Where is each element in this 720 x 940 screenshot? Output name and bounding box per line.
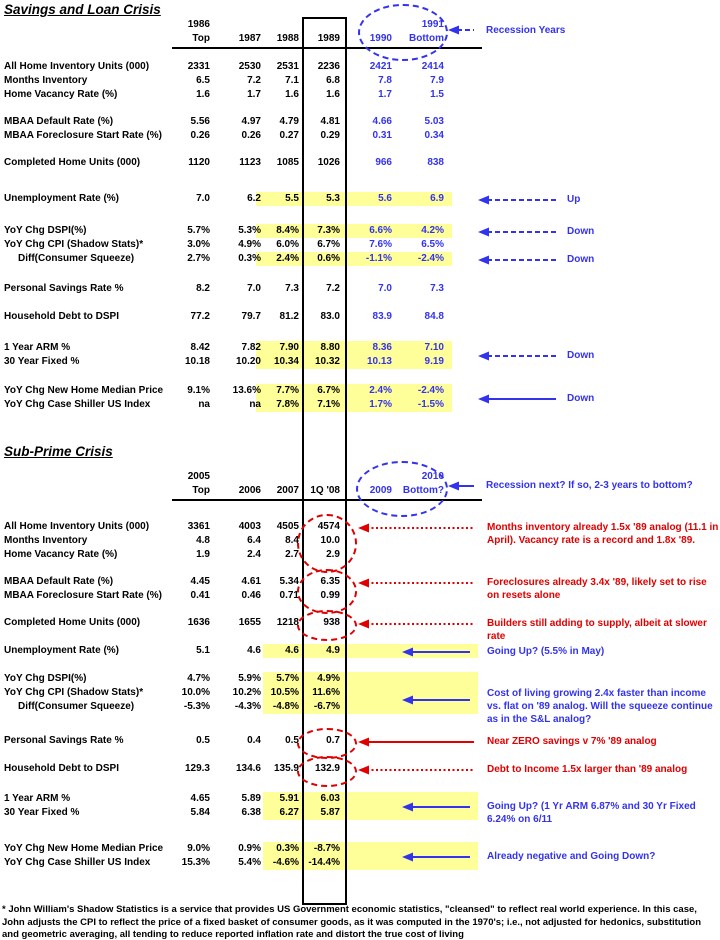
cell-value: 8.4 xyxy=(285,535,299,546)
cell-value: 1.7 xyxy=(247,89,261,100)
annotation-text: Down xyxy=(567,254,595,265)
cell-value: 2331 xyxy=(187,61,210,72)
cell-value: -8.7% xyxy=(313,843,340,854)
cell-value: 6.03 xyxy=(320,793,340,804)
cell-value: 4.9% xyxy=(317,673,340,684)
cell-value: 81.2 xyxy=(279,311,299,322)
recession-note: Recession next? If so, 2-3 years to bottom? xyxy=(486,480,693,491)
annotation-text: Foreclosures already 3.4x '89, likely set to rise on resets alone xyxy=(487,577,707,601)
recession-arrow xyxy=(448,480,474,492)
column-header: Bottom xyxy=(409,33,444,44)
row-label: Diff(Consumer Squeeze) xyxy=(18,701,135,712)
row-label: Personal Savings Rate % xyxy=(4,735,124,746)
cell-value: 10.5% xyxy=(270,687,299,698)
cell-value: 9.19 xyxy=(424,356,444,367)
annotation-text: Debt to Income 1.5x larger than '89 analog xyxy=(487,764,688,775)
cell-value: 3361 xyxy=(187,521,210,532)
annotation-text: Down xyxy=(567,226,595,237)
cell-value: 5.9% xyxy=(238,673,261,684)
column-header: 2009 xyxy=(369,485,392,496)
cell-value: 0.46 xyxy=(241,590,261,601)
cell-value: 84.8 xyxy=(424,311,444,322)
column-header: 1988 xyxy=(276,33,299,44)
cell-value: 0.5 xyxy=(196,735,210,746)
cell-value: 5.6 xyxy=(378,193,392,204)
recession-note: Recession Years xyxy=(486,25,566,36)
cell-value: 5.4% xyxy=(238,857,261,868)
cell-value: 1.9 xyxy=(196,549,210,560)
cell-value: 4.45 xyxy=(190,576,210,587)
circle-annotation xyxy=(297,756,357,787)
cell-value: 2236 xyxy=(317,61,340,72)
footnote: * John William's Shadow Statistics is a service that provides US Government economic statistics, "cleansed" to reflect real world experience. In this case, John adjusts the CPI to reflect the price of a fixed basket of consumer goods, as it was computed in the 1970's; i.e., not adjusted for hedonics, substitution and geometric averaging, all tending to reduce reported inflation rate and distort the true cost of living xyxy=(2,904,702,940)
cell-value: 2421 xyxy=(369,61,392,72)
cell-value: 966 xyxy=(375,157,392,168)
annotation-text: Cost of living growing 2.4x faster than income vs. flat on '89 analog. Will the squeeze continue as in the S&L analog? xyxy=(487,688,713,725)
cell-value: 4.66 xyxy=(372,116,392,127)
cell-value: 1085 xyxy=(276,157,299,168)
cell-value: 4.9 xyxy=(326,645,340,656)
cell-value: 10.0 xyxy=(320,535,340,546)
cell-value: 7.0 xyxy=(247,283,261,294)
column-header: 2010 xyxy=(421,471,444,482)
cell-value: 0.34 xyxy=(424,130,444,141)
cell-value: 7.8% xyxy=(276,399,299,410)
annotation-text: Up xyxy=(567,194,581,205)
cell-value: 4.6 xyxy=(285,645,299,656)
row-label: YoY Chg CPI (Shadow Stats)* xyxy=(4,687,144,698)
cell-value: 2.9 xyxy=(326,549,340,560)
cell-value: 135.9 xyxy=(273,763,299,774)
cell-value: 6.0% xyxy=(276,239,299,250)
cell-value: 2.4 xyxy=(247,549,261,560)
cell-value: 8.2 xyxy=(196,283,210,294)
row-label: Personal Savings Rate % xyxy=(4,283,124,294)
cell-value: 79.7 xyxy=(241,311,261,322)
annotation-text: Builders still adding to supply, albeit at slower rate xyxy=(487,618,707,642)
cell-value: 0.26 xyxy=(190,130,210,141)
cell-value: 7.6% xyxy=(369,239,392,250)
circle-annotation xyxy=(297,514,357,573)
cell-value: 7.2 xyxy=(326,283,340,294)
cell-value: 5.7% xyxy=(276,673,299,684)
column-header: 2005 xyxy=(187,471,210,482)
cell-value: 2.4% xyxy=(276,253,299,264)
cell-value: 5.3% xyxy=(238,225,261,236)
cell-value: 4003 xyxy=(238,521,261,532)
cell-value: -1.5% xyxy=(417,399,444,410)
cell-value: 938 xyxy=(323,617,340,628)
cell-value: 5.89 xyxy=(241,793,261,804)
row-label: Months Inventory xyxy=(4,75,88,86)
annotation-arrow xyxy=(358,577,474,589)
cell-value: 2.4% xyxy=(369,385,392,396)
row-label: 30 Year Fixed % xyxy=(4,356,80,367)
cell-value: 129.3 xyxy=(184,763,210,774)
cell-value: 4.8 xyxy=(196,535,210,546)
cell-value: 0.6% xyxy=(317,253,340,264)
row-label: Household Debt to DSPI xyxy=(4,763,119,774)
circle-annotation xyxy=(297,610,357,641)
cell-value: 10.34 xyxy=(273,356,299,367)
annotation-text: Going Up? (1 Yr ARM 6.87% and 30 Yr Fixed 6.24% on 6/11 xyxy=(487,801,696,825)
cell-value: 8.4% xyxy=(276,225,299,236)
cell-value: 4.7% xyxy=(187,673,210,684)
cell-value: 134.6 xyxy=(235,763,261,774)
cell-value: 0.26 xyxy=(241,130,261,141)
column-header: 1991 xyxy=(421,19,444,30)
cell-value: -4.3% xyxy=(234,701,261,712)
cell-value: 5.03 xyxy=(424,116,444,127)
cell-value: -6.7% xyxy=(313,701,340,712)
annotation-arrow xyxy=(478,226,556,238)
cell-value: 4.2% xyxy=(421,225,444,236)
cell-value: -1.1% xyxy=(365,253,392,264)
cell-value: 5.34 xyxy=(279,576,299,587)
cell-value: 10.2% xyxy=(232,687,261,698)
cell-value: 4.9% xyxy=(238,239,261,250)
row-label: YoY Chg New Home Median Price xyxy=(4,385,164,396)
cell-value: 0.71 xyxy=(279,590,299,601)
row-label: Unemployment Rate (%) xyxy=(4,193,120,204)
cell-value: 10.32 xyxy=(314,356,340,367)
row-label: YoY Chg Case Shiller US Index xyxy=(4,399,151,410)
recession-ellipse xyxy=(356,461,448,517)
cell-value: 1026 xyxy=(317,157,340,168)
row-label: MBAA Default Rate (%) xyxy=(4,116,114,127)
column-header: 1Q '08 xyxy=(310,485,340,496)
row-label: All Home Inventory Units (000) xyxy=(4,521,150,532)
cell-value: 15.3% xyxy=(181,857,210,868)
cell-value: 0.29 xyxy=(320,130,340,141)
row-label: Completed Home Units (000) xyxy=(4,157,141,168)
cell-value: 5.84 xyxy=(190,807,210,818)
cell-value: 6.7% xyxy=(317,239,340,250)
column-header: 1989 xyxy=(317,33,340,44)
cell-value: 1218 xyxy=(276,617,299,628)
cell-value: -4.8% xyxy=(272,701,299,712)
cell-value: 0.31 xyxy=(372,130,392,141)
cell-value: 8.80 xyxy=(320,342,340,353)
row-label: Completed Home Units (000) xyxy=(4,617,141,628)
annotation-arrow xyxy=(358,736,474,748)
annotation-arrow xyxy=(358,522,474,534)
row-label: Unemployment Rate (%) xyxy=(4,645,120,656)
annotation-text: Down xyxy=(567,393,595,404)
section-title: Savings and Loan Crisis xyxy=(4,2,161,17)
cell-value: 0.3% xyxy=(238,253,261,264)
row-label: YoY Chg New Home Median Price xyxy=(4,843,164,854)
cell-value: 7.7% xyxy=(276,385,299,396)
cell-value: na xyxy=(198,399,210,410)
cell-value: 6.38 xyxy=(241,807,261,818)
cell-value: 6.8 xyxy=(326,75,340,86)
cell-value: 4.79 xyxy=(279,116,299,127)
cell-value: 7.1% xyxy=(317,399,340,410)
cell-value: 6.35 xyxy=(320,576,340,587)
cell-value: 2.7% xyxy=(187,253,210,264)
cell-value: 2.7 xyxy=(285,549,299,560)
cell-value: 0.41 xyxy=(190,590,210,601)
cell-value: 6.6% xyxy=(369,225,392,236)
cell-value: 5.56 xyxy=(190,116,210,127)
cell-value: 4.61 xyxy=(241,576,261,587)
cell-value: 0.7 xyxy=(326,735,340,746)
cell-value: 4.97 xyxy=(241,116,261,127)
cell-value: 7.3% xyxy=(317,225,340,236)
cell-value: 7.0 xyxy=(378,283,392,294)
cell-value: 1120 xyxy=(188,157,210,168)
annotation-arrow xyxy=(478,194,556,206)
cell-value: 9.1% xyxy=(187,385,210,396)
cell-value: 10.0% xyxy=(181,687,210,698)
cell-value: 1.7% xyxy=(369,399,392,410)
cell-value: 4505 xyxy=(276,521,299,532)
recession-ellipse xyxy=(358,4,448,61)
cell-value: 7.9 xyxy=(430,75,444,86)
cell-value: 2414 xyxy=(421,61,444,72)
cell-value: 10.18 xyxy=(184,356,210,367)
annotation-text: Near ZERO savings v 7% '89 analog xyxy=(487,736,657,747)
annotation-text: Months inventory already 1.5x '89 analog (11.1 in April). Vacancy rate is a record and 1.8x '89. xyxy=(487,522,719,546)
row-label: 1 Year ARM % xyxy=(4,342,71,353)
column-header: 2007 xyxy=(276,485,299,496)
cell-value: 0.27 xyxy=(279,130,299,141)
cell-value: 4.6 xyxy=(247,645,261,656)
cell-value: 83.9 xyxy=(372,311,392,322)
cell-value: 5.5 xyxy=(285,193,299,204)
cell-value: 1.6 xyxy=(285,89,299,100)
cell-value: 1123 xyxy=(239,157,261,168)
cell-value: 1.5 xyxy=(430,89,444,100)
row-label: YoY Chg DSPI(%) xyxy=(4,673,87,684)
cell-value: 0.5 xyxy=(285,735,299,746)
cell-value: 83.0 xyxy=(320,311,340,322)
cell-value: 2531 xyxy=(276,61,299,72)
recession-arrow xyxy=(448,24,474,36)
row-label: Household Debt to DSPI xyxy=(4,311,119,322)
cell-value: 1.6 xyxy=(326,89,340,100)
cell-value: 5.1 xyxy=(196,645,210,656)
cell-value: na xyxy=(249,399,261,410)
cell-value: 0.99 xyxy=(320,590,340,601)
cell-value: 7.2 xyxy=(247,75,261,86)
cell-value: 6.27 xyxy=(279,807,299,818)
column-header: 2006 xyxy=(238,485,261,496)
column-header: 1990 xyxy=(369,33,392,44)
cell-value: 13.6% xyxy=(232,385,261,396)
cell-value: 6.7% xyxy=(317,385,340,396)
cell-value: -4.6% xyxy=(272,857,299,868)
cell-value: 6.5% xyxy=(421,239,444,250)
row-label: YoY Chg Case Shiller US Index xyxy=(4,857,151,868)
row-label: MBAA Default Rate (%) xyxy=(4,576,114,587)
section-title: Sub-Prime Crisis xyxy=(4,444,113,459)
annotation-arrow xyxy=(358,764,474,776)
cell-value: 10.20 xyxy=(235,356,261,367)
cell-value: 77.2 xyxy=(190,311,210,322)
column-header: Bottom? xyxy=(402,485,444,496)
row-label: YoY Chg CPI (Shadow Stats)* xyxy=(4,239,144,250)
cell-value: 3.0% xyxy=(187,239,210,250)
column-header: Top xyxy=(192,485,210,496)
cell-value: 8.42 xyxy=(190,342,210,353)
cell-value: 6.5 xyxy=(196,75,210,86)
annotation-text: Down xyxy=(567,350,595,361)
row-label: All Home Inventory Units (000) xyxy=(4,61,150,72)
column-header: 1987 xyxy=(238,33,261,44)
annotation-text: Going Up? (5.5% in May) xyxy=(487,646,605,657)
cell-value: -14.4% xyxy=(308,857,340,868)
cell-value: 5.87 xyxy=(320,807,340,818)
cell-value: 6.2 xyxy=(247,193,261,204)
cell-value: 11.6% xyxy=(312,687,340,698)
cell-value: -5.3% xyxy=(183,701,210,712)
cell-value: 7.82 xyxy=(241,342,261,353)
cell-value: 6.4 xyxy=(247,535,261,546)
row-label: Home Vacancy Rate (%) xyxy=(4,89,118,100)
row-label: Diff(Consumer Squeeze) xyxy=(18,253,135,264)
cell-value: 7.0 xyxy=(196,193,210,204)
cell-value: 8.36 xyxy=(372,342,392,353)
cell-value: 0.9% xyxy=(238,843,261,854)
annotation-arrow xyxy=(478,393,556,405)
row-label: MBAA Foreclosure Start Rate (%) xyxy=(4,590,162,601)
cell-value: 7.10 xyxy=(424,342,444,353)
cell-value: 4574 xyxy=(317,521,340,532)
cell-value: 7.3 xyxy=(285,283,299,294)
cell-value: 7.1 xyxy=(285,75,299,86)
circle-annotation xyxy=(297,569,357,614)
row-label: Months Inventory xyxy=(4,535,88,546)
cell-value: 10.13 xyxy=(366,356,392,367)
cell-value: 7.90 xyxy=(279,342,299,353)
cell-value: 0.4 xyxy=(247,735,261,746)
cell-value: 132.9 xyxy=(314,763,340,774)
annotation-arrow xyxy=(478,350,556,362)
cell-value: 5.91 xyxy=(279,793,299,804)
cell-value: 7.8 xyxy=(378,75,392,86)
cell-value: 1636 xyxy=(187,617,210,628)
cell-value: 0.3% xyxy=(276,843,299,854)
annotation-arrow xyxy=(358,618,474,630)
column-header: Top xyxy=(192,33,210,44)
cell-value: -2.4% xyxy=(417,385,444,396)
cell-value: 5.7% xyxy=(187,225,210,236)
cell-value: 1.7 xyxy=(378,89,392,100)
cell-value: 4.81 xyxy=(320,116,340,127)
cell-value: 4.65 xyxy=(190,793,210,804)
annotation-text: Already negative and Going Down? xyxy=(487,851,656,862)
cell-value: 1.6 xyxy=(196,89,210,100)
cell-value: 7.3 xyxy=(430,283,444,294)
cell-value: 2530 xyxy=(238,61,261,72)
cell-value: 6.9 xyxy=(430,193,444,204)
cell-value: 9.0% xyxy=(187,843,210,854)
row-label: YoY Chg DSPI(%) xyxy=(4,225,87,236)
cell-value: 1655 xyxy=(238,617,261,628)
cell-value: 838 xyxy=(427,157,444,168)
cell-value: 5.3 xyxy=(326,193,340,204)
row-label: 30 Year Fixed % xyxy=(4,807,80,818)
cell-value: -2.4% xyxy=(417,253,444,264)
row-label: MBAA Foreclosure Start Rate (%) xyxy=(4,130,162,141)
column-header: 1986 xyxy=(187,19,210,30)
row-label: Home Vacancy Rate (%) xyxy=(4,549,118,560)
row-label: 1 Year ARM % xyxy=(4,793,71,804)
circle-annotation xyxy=(297,728,357,759)
annotation-arrow xyxy=(478,254,556,266)
